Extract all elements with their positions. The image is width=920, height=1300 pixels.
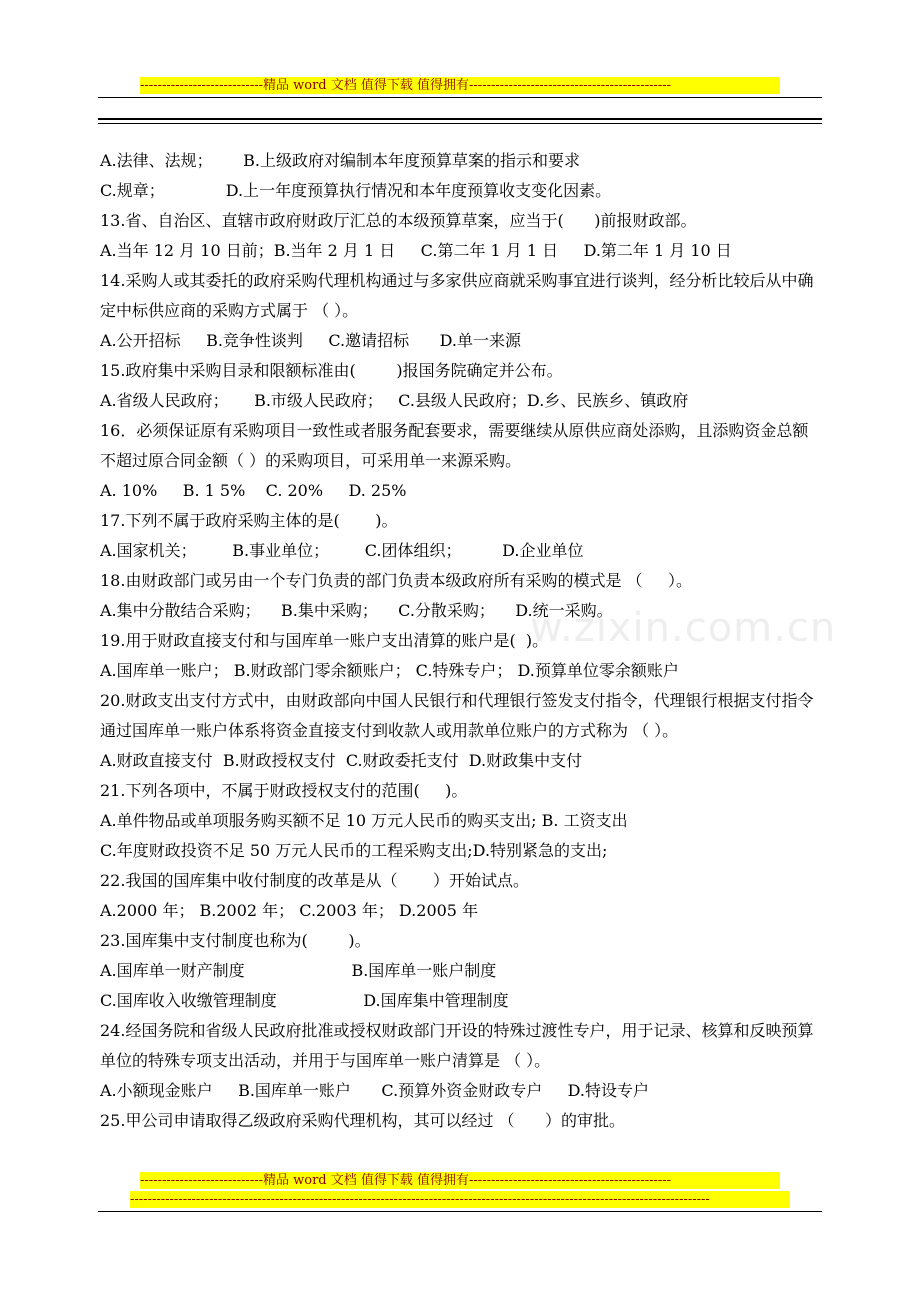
text-line: A.国家机关； B.事业单位； C.团体组织； D.企业单位 <box>100 541 584 560</box>
header-double-rule-top <box>98 118 822 120</box>
question-paragraph: 14.采购人或其委托的政府采购代理机构通过与多家供应商就采购事宜进行谈判，经分析比较后从中确定中标供应商的采购方式属于 （ ）。 <box>100 271 814 320</box>
text-line: 22.我国的国库集中收付制度的改革是从（ ）开始试点。 <box>100 871 530 890</box>
watermark-text: w.zixin.com.cn <box>530 605 837 651</box>
text-line: 15.政府集中采购目录和限额标准由( )报国务院确定并公布。 <box>100 361 563 380</box>
header-rule <box>98 97 822 98</box>
text-line: A.法律、法规； B.上级政府对编制本年度预算草案的指示和要求 <box>100 151 581 170</box>
question-paragraph: 20.财政支出支付方式中，由财政部向中国人民银行和代理银行签发支付指令，代理银行根据支付指令通过国库单一账户体系将资金直接支付到收款人或用款单位账户的方式称为 （ ）。 <box>100 691 814 740</box>
text-line: 23.国库集中支付制度也称为( )。 <box>100 931 371 950</box>
text-line: 17.下列不属于政府采购主体的是( )。 <box>100 511 398 530</box>
footer-banner: ----------------------------精品 word 文档 值得下载 值得拥有---------------------------------------------- <box>140 1172 780 1189</box>
text-line: A.单件物品或单项服务购买额不足 10 万元人民币的购买支出; B. 工资支出 <box>100 811 628 830</box>
text-line: A.财政直接支付 B.财政授权支付 C.财政委托支付 D.财政集中支付 <box>100 751 583 770</box>
text-line: 18.由财政部门或另由一个专门负责的部门负责本级政府所有采购的模式是 （ ）。 <box>100 571 692 590</box>
text-line: A.公开招标 B.竞争性谈判 C.邀请招标 D.单一来源 <box>100 331 521 350</box>
text-line: A.省级人民政府； B.市级人民政府； C.县级人民政府；D.乡、民族乡、镇政府 <box>100 391 689 410</box>
header-banner: ----------------------------精品 word 文档 值得下载 值得拥有---------------------------------------------- <box>140 77 780 94</box>
text-line: C.国库收入收缴管理制度 D.国库集中管理制度 <box>100 991 509 1010</box>
text-line: 13.省、自治区、直辖市政府财政厅汇总的本级预算草案，应当于( )前报财政部。 <box>100 211 697 230</box>
text-line: C.年度财政投资不足 50 万元人民币的工程采购支出;D.特别紧急的支出; <box>100 841 608 860</box>
question-paragraph: 24.经国务院和省级人民政府批准或授权财政部门开设的特殊过渡性专户，用于记录、核算和反映预算单位的特殊专项支出活动，并用于与国库单一账户清算是 （ ）。 <box>100 1021 814 1070</box>
text-line: 21.下列各项中，不属于财政授权支付的范围( )。 <box>100 781 468 800</box>
text-line: C.规章； D.上一年度预算执行情况和本年度预算收支变化因素。 <box>100 181 612 200</box>
footer-banner-dashes: ------------------------------------------------------------------------------------------------------------------------------------ <box>130 1191 790 1208</box>
footer-rule <box>98 1211 822 1212</box>
question-paragraph: 16．必须保证原有采购项目一致性或者服务配套要求，需要继续从原供应商处添购，且添购资金总额不超过原合同金额（ ）的采购项目，可采用单一来源采购。 <box>100 421 809 470</box>
text-line: A.国库单一财产制度 B.国库单一账户制度 <box>100 961 497 980</box>
text-line: A.国库单一账户； B.财政部门零余额账户； C.特殊专户； D.预算单位零余额账户 <box>100 661 679 680</box>
text-line: A. 10% B. 1 5% C. 20% D. 25% <box>100 481 407 500</box>
text-line: 25.甲公司申请取得乙级政府采购代理机构，其可以经过 （ ）的审批。 <box>100 1111 626 1130</box>
header-double-rule-bottom <box>98 123 822 124</box>
document-body <box>100 146 824 1136</box>
text-line: 19.用于财政直接支付和与国库单一账户支出清算的账户是( )。 <box>100 631 549 650</box>
text-line: A.小额现金账户 B.国库单一账户 C.预算外资金财政专户 D.特设专户 <box>100 1081 649 1100</box>
text-line: A.集中分散结合采购； B.集中采购； C.分散采购； D.统一采购。 <box>100 601 613 620</box>
text-line: A.2000 年； B.2002 年； C.2003 年； D.2005 年 <box>100 901 479 920</box>
text-line: A.当年 12 月 10 日前；B.当年 2 月 1 日 C.第二年 1 月 1 日 D.第二年 1 月 10 日 <box>100 241 732 260</box>
